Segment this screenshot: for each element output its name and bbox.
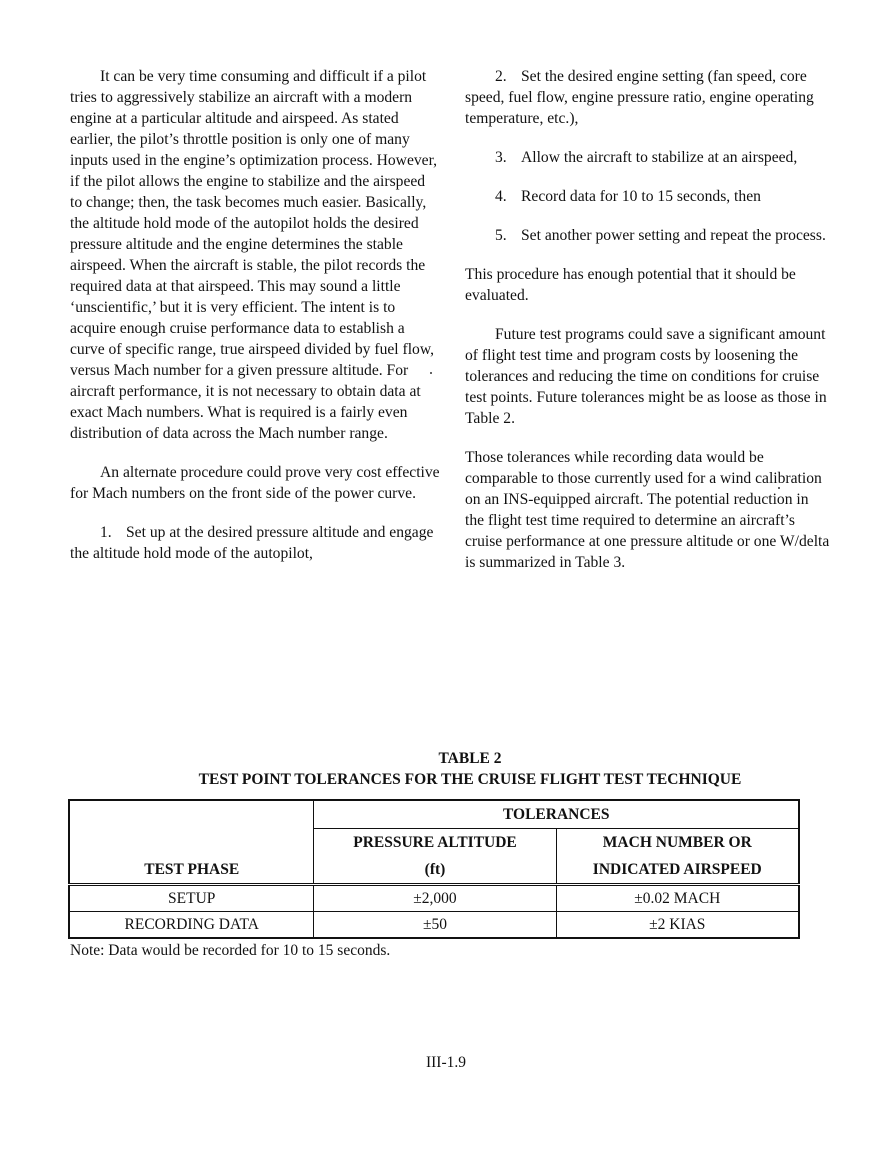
- procedure-step-3: [465, 147, 830, 168]
- paragraph-tolerances-comparison: Those tolerances while recording data would be comparable to those currently used for a wind calibration on an INS-equipped aircraft. The potential reduction in the flight test time required to determine an aircraft’s cruise performance at one pressure altitude or one W/delta is summarized in Table 3.: [465, 449, 830, 571]
- header-mach-airspeed-line1: MACH NUMBER OR: [602, 834, 752, 851]
- tolerances-table: [68, 799, 800, 939]
- paragraph-engine-stabilization: It can be very time consuming and difficult if a pilot tries to aggressively stabilize an aircraft with a modern engine at a particular altitude and airspeed. As stated earlier, the pilot’s throttle position is only one of many inputs used in the engine’s optimization process. However, if the pilot allows the engine to stabilize and the airspeed to change; then, the task becomes much easier. Basically, the altitude hold mode of the autopilot holds the desired pressure altitude and the engine determines the stable airspeed. When the aircraft is stable, the pilot records the required data at that airspeed. This may sound a little ‘unscientific,’ but it is very efficient. The intent is to acquire enough cruise performance data to establish a curve of specific range, true airspeed divided by fuel flow, versus Mach number for a given pressure altitude. For aircraft performance, it is not necessary to obtain data at exact Mach numbers. What is required is a fairly even distribution of data across the Mach number range.: [70, 68, 438, 442]
- step-text: Set the desired engine setting (fan speed, core speed, fuel flow, engine pressure ratio, engine operating temperature, etc.),: [465, 68, 814, 127]
- cell-altitude: ±2,000: [314, 885, 556, 912]
- step-number: 2.: [495, 68, 507, 85]
- header-pressure-altitude-line2: (ft): [424, 861, 446, 878]
- header-mach-airspeed-line2: INDICATED AIRSPEED: [592, 861, 762, 878]
- cell-phase: RECORDING DATA: [69, 912, 314, 939]
- table-title: TEST POINT TOLERANCES FOR THE CRUISE FLIGHT TEST TECHNIQUE: [198, 771, 742, 788]
- table-note: Note: Data would be recorded for 10 to 15 seconds.: [70, 942, 391, 959]
- header-pressure-altitude: [314, 829, 556, 885]
- cell-phase: SETUP: [69, 885, 314, 912]
- header-mach-airspeed: [556, 829, 799, 885]
- step-number: 4.: [495, 188, 507, 205]
- cell-altitude: ±50: [314, 912, 556, 939]
- header-pressure-altitude-line1: PRESSURE ALTITUDE: [353, 834, 517, 851]
- step-number: 5.: [495, 227, 507, 244]
- table-label: TABLE 2: [438, 750, 502, 767]
- step-text: Set up at the desired pressure altitude and engage the altitude hold mode of the autopilot,: [70, 524, 434, 562]
- page-number: III-1.9: [425, 1054, 467, 1071]
- table-row: [69, 885, 799, 912]
- step-number: 3.: [495, 149, 507, 166]
- header-test-phase: TEST PHASE: [69, 800, 314, 885]
- left-column: [70, 66, 440, 582]
- cell-speed: ±2 KIAS: [556, 912, 799, 939]
- table-row: [69, 912, 799, 939]
- cell-speed: ±0.02 MACH: [556, 885, 799, 912]
- scan-speck: [430, 372, 432, 374]
- scan-speck: [778, 487, 780, 489]
- procedure-step-5: [465, 225, 830, 246]
- step-number: 1.: [100, 524, 112, 541]
- table-caption: [70, 748, 870, 790]
- header-tolerances: TOLERANCES: [314, 800, 799, 829]
- paragraph-alternate-procedure: An alternate procedure could prove very cost effective for Mach numbers on the front side of the power curve.: [70, 464, 440, 502]
- right-column: [465, 66, 830, 591]
- procedure-step-4: [465, 186, 830, 207]
- procedure-step-2: [465, 66, 830, 129]
- step-text: Allow the aircraft to stabilize at an airspeed,: [521, 149, 798, 166]
- step-text: Set another power setting and repeat the process.: [521, 227, 826, 244]
- paragraph-evaluation: This procedure has enough potential that it should be evaluated.: [465, 266, 796, 304]
- procedure-step-1: [70, 522, 440, 564]
- step-text: Record data for 10 to 15 seconds, then: [521, 188, 761, 205]
- paragraph-future-programs: Future test programs could save a significant amount of flight test time and program costs by loosening the tolerances and reducing the time on conditions for cruise test points. Future tolerances might be as loose as those in Table 2.: [465, 326, 827, 427]
